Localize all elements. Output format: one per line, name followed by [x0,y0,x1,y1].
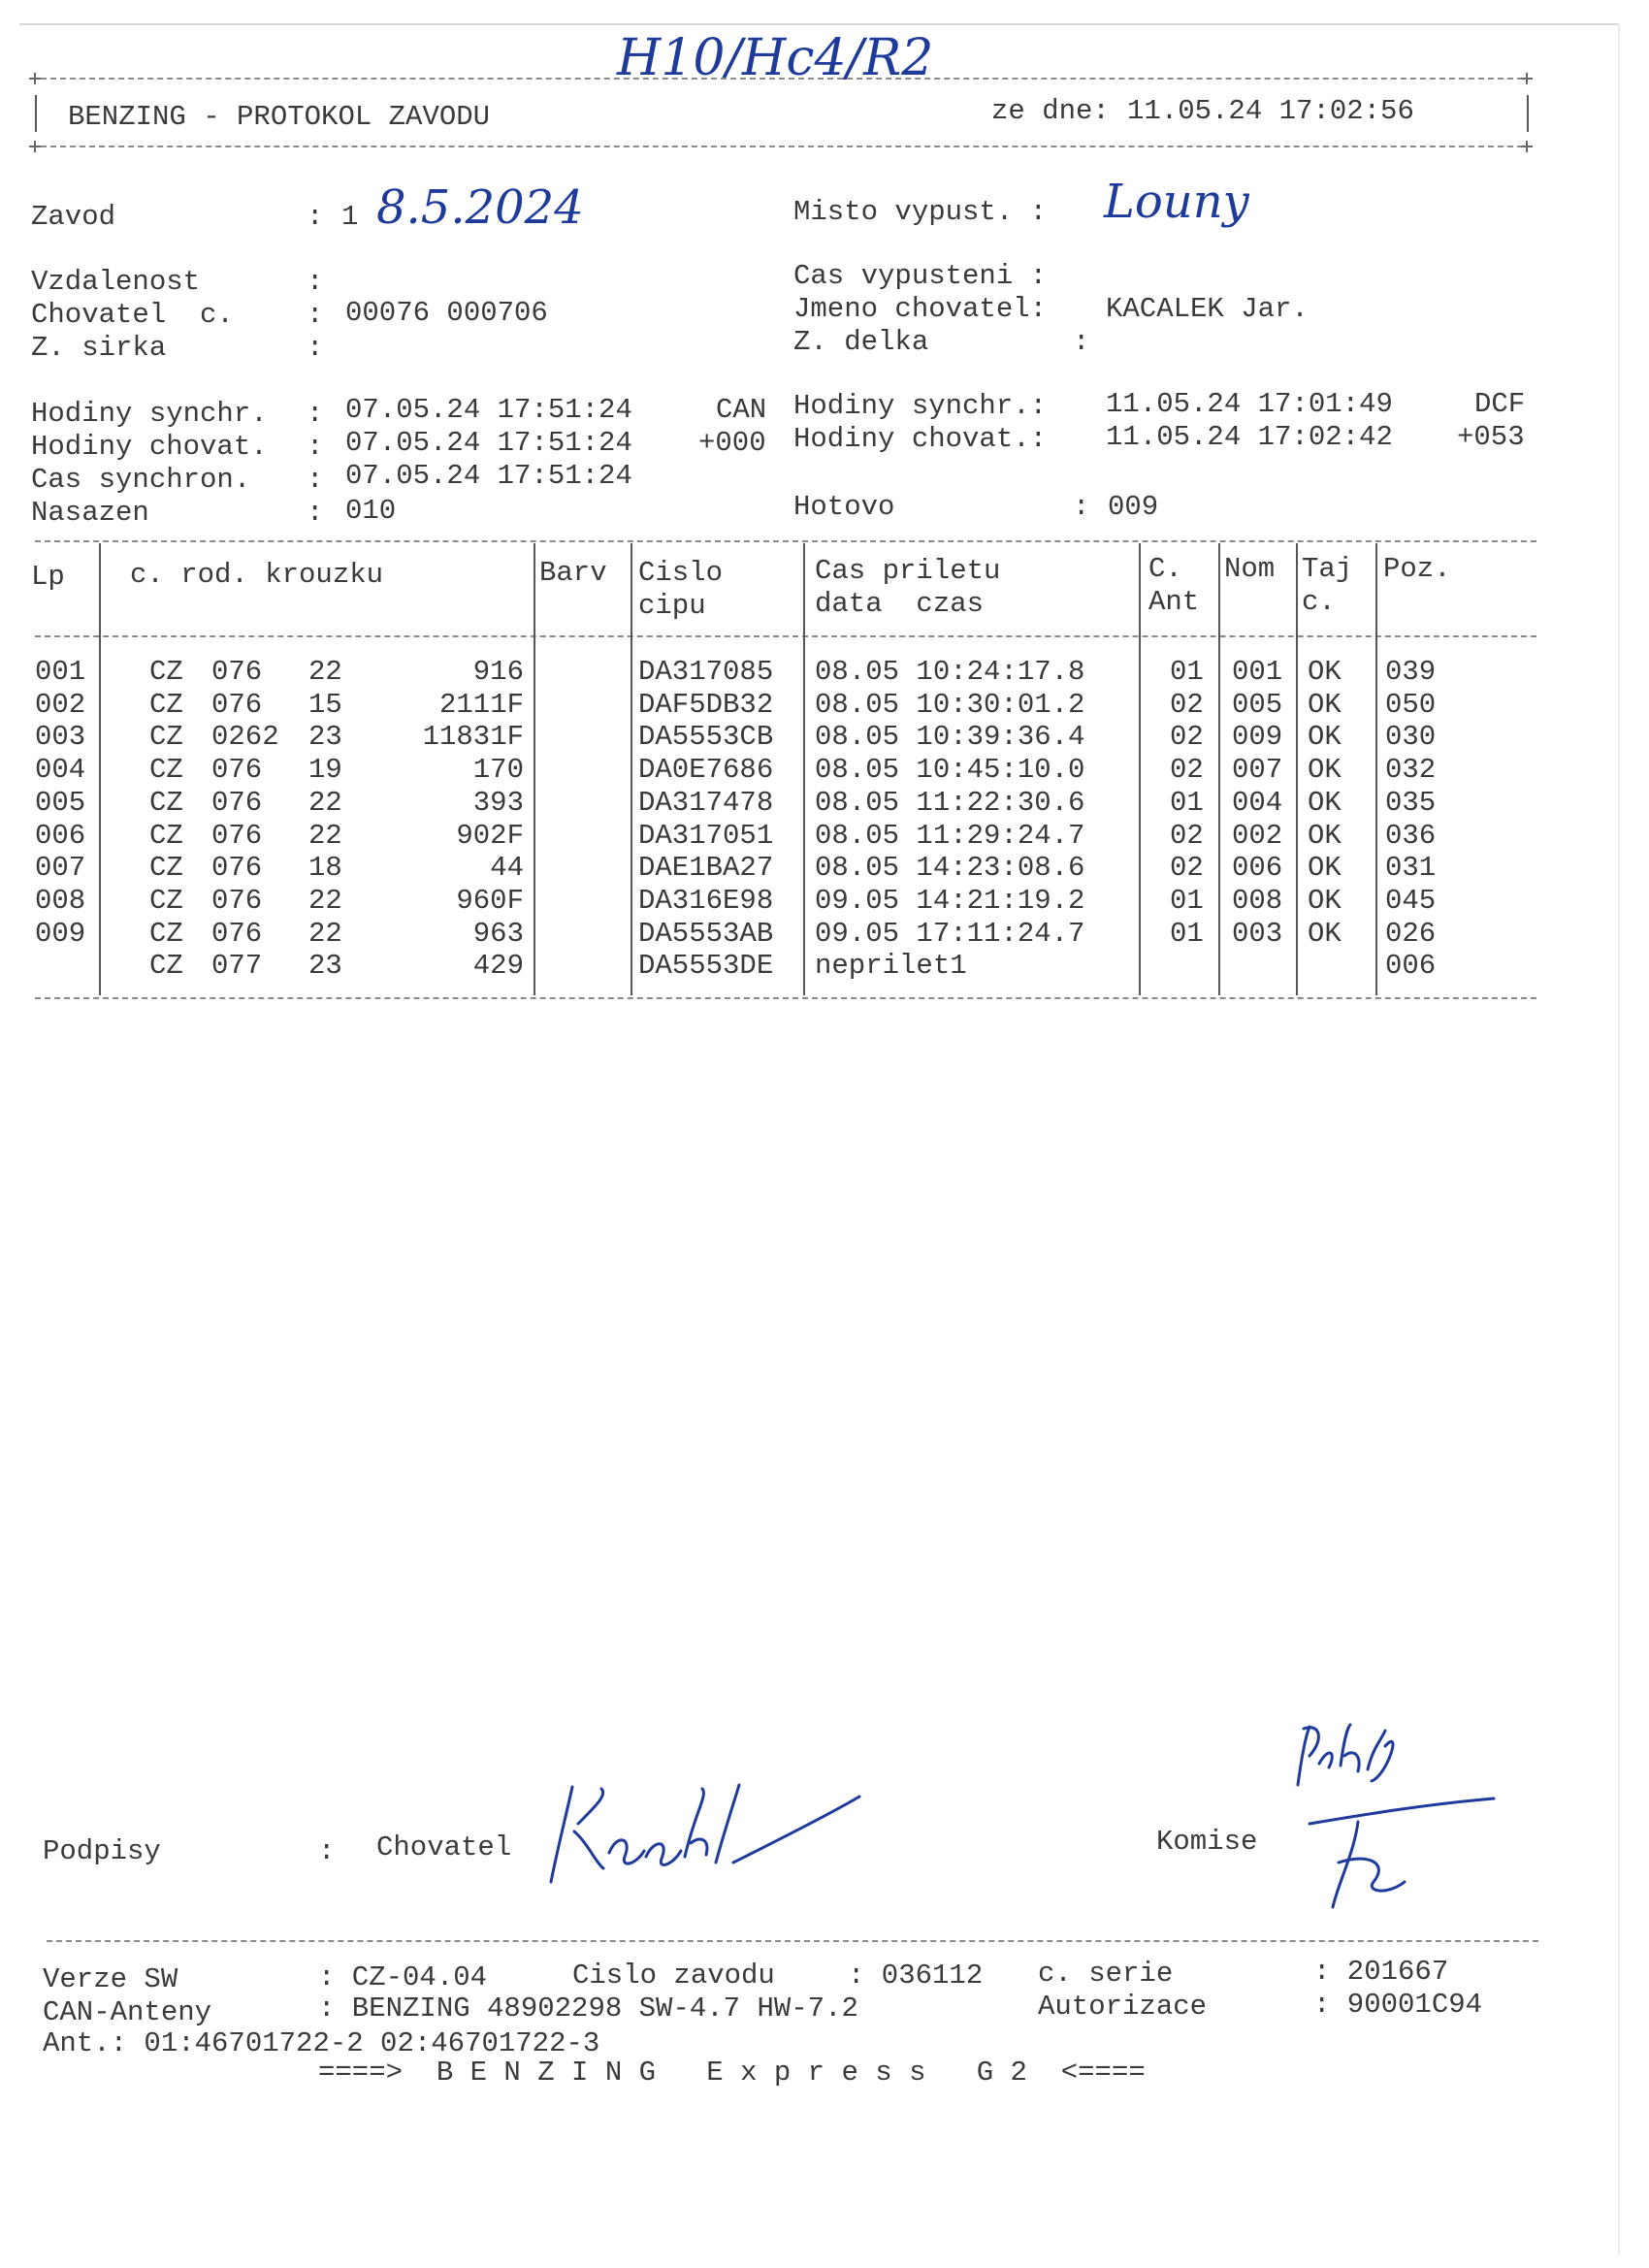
header-left-border [35,95,37,132]
longitude-colon: : [1073,326,1090,358]
cell-secret: OK [1308,884,1342,917]
protocol-title: BENZING - PROTOKOL ZAVODU [68,101,491,133]
cell-country: CZ [149,786,183,819]
breeder-number-colon: : [307,299,324,331]
cell-club: 076 [211,852,263,885]
antenna-ids: Ant.: 01:46701722-2 02:46701722-3 [43,2027,600,2059]
cell-club: 0262 [211,721,279,754]
clock-breeder-left-code: +000 [698,427,766,459]
cell-ring-number: 963 [472,917,524,950]
handwritten-race-date: 8.5.2024 [376,180,584,235]
cell-club: 077 [211,950,263,983]
cell-position: 035 [1385,786,1437,819]
column-divider [803,543,805,995]
breeder-name-label: Jmeno chovatel: [793,293,1048,325]
handwritten-release-place: Louny [1104,175,1249,229]
clock-breeder-left-label: Hodiny chovat. [31,431,268,463]
cell-nom: 006 [1232,852,1283,885]
cell-arrival-time: 09.05 14:21:19.2 [815,884,1085,917]
cell-ring-number: 429 [472,950,524,983]
basketed-colon: : [307,497,324,529]
sw-version-label: Verze SW [43,1963,178,1995]
cell-year: 22 [308,917,342,950]
page-edge [19,23,1620,25]
cell-year: 22 [308,656,342,688]
cell-country: CZ [149,852,183,885]
latitude-colon: : [307,332,324,364]
cell-year: 22 [308,819,342,852]
cell-position: 030 [1385,721,1437,754]
clock-breeder-right-code: +053 [1457,421,1525,453]
cell-arrival-time: 08.05 10:39:36.4 [815,721,1085,754]
cell-antenna: 01 [1170,656,1204,688]
col-header-position: Poz. [1383,553,1451,585]
cell-antenna: 02 [1170,688,1204,721]
finished-value: 009 [1108,491,1159,523]
cell-lp: 005 [35,786,86,819]
authorization-label: Autorizace [1038,1991,1208,2023]
column-divider [1296,543,1298,995]
cell-secret: OK [1308,656,1342,688]
distance-label: Vzdalenost [31,266,201,298]
cell-secret: OK [1308,917,1342,950]
clock-sync-left-colon: : [307,398,324,430]
cell-club: 076 [211,819,263,852]
handwritten-race-code: H10/Hc4/R2 [617,29,934,87]
signatures-label: Podpisy [43,1835,161,1867]
cell-country: CZ [149,950,183,983]
cell-arrival-time: 08.05 11:29:24.7 [815,819,1085,852]
cell-lp: 008 [35,884,86,917]
cell-position: 036 [1385,819,1437,852]
column-divider [630,543,632,995]
clock-sync-left-label: Hodiny synchr. [31,398,268,430]
clock-sync-left-code: CAN [716,394,767,426]
clock-breeder-right-value: 11.05.24 17:02:42 [1106,421,1393,453]
cell-nom: 001 [1232,656,1283,688]
cell-antenna: 02 [1170,754,1204,787]
col-header-chip-2: cipu [638,590,706,622]
clock-breeder-right-label: Hodiny chovat.: [793,423,1048,455]
clock-breeder-left-colon: : [307,431,324,463]
col-header-lp: Lp [31,561,65,593]
cell-arrival-time: 08.05 11:22:30.6 [815,786,1085,819]
cell-ring-number: 2111F [438,688,524,721]
cell-position: 045 [1385,884,1437,917]
cell-secret: OK [1308,721,1342,754]
report-date-label: ze dne: [991,95,1110,127]
cell-arrival-time: neprilet1 [815,950,967,983]
cell-chip: DA317051 [638,819,774,852]
sync-time-colon: : [307,464,324,496]
sync-time-value: 07.05.24 17:51:24 [345,460,632,492]
cell-year: 18 [308,852,342,885]
col-header-secret: Taj [1302,553,1353,585]
breeder-number-value: 00076 000706 [345,297,548,329]
cell-ring-number: 11831F [422,721,524,754]
footer-rule [47,1940,1538,1942]
cell-country: CZ [149,819,183,852]
clock-sync-right-value: 11.05.24 17:01:49 [1106,388,1393,420]
can-antennas-value: : BENZING 48902298 SW-4.7 HW-7.2 [318,1993,858,2025]
cell-country: CZ [149,884,183,917]
cell-year: 15 [308,688,342,721]
cell-secret: OK [1308,754,1342,787]
cell-year: 23 [308,950,342,983]
cell-country: CZ [149,656,183,688]
cell-chip: DA317085 [638,656,774,688]
cell-nom: 003 [1232,917,1283,950]
zavod-label: Zavod [31,201,116,233]
column-divider [1218,543,1220,995]
cell-arrival-time: 09.05 17:11:24.7 [815,917,1085,950]
distance-colon: : [307,266,324,298]
longitude-label: Z. delka [793,326,929,358]
column-divider [534,543,535,995]
report-date-value: 11.05.24 17:02:56 [1127,95,1414,127]
cell-year: 22 [308,884,342,917]
finished-label: Hotovo [793,491,895,523]
cell-ring-number: 916 [472,656,524,688]
breeder-signature-label: Chovatel [376,1831,512,1863]
clock-sync-left-value: 07.05.24 17:51:24 [345,394,632,426]
cell-chip: DA5553AB [638,917,774,950]
corner-marker [29,141,41,152]
release-time-label: Cas vypusteni : [793,260,1048,292]
col-header-color: Barv [539,557,607,589]
col-header-secret-2: c. [1302,586,1336,618]
cell-arrival-time: 08.05 10:30:01.2 [815,688,1085,721]
col-header-arrival-2: data czas [815,588,985,620]
cell-lp: 007 [35,852,86,885]
cell-year: 22 [308,786,342,819]
cell-chip: DAE1BA27 [638,852,774,885]
cell-secret: OK [1308,688,1342,721]
sw-version-value: : CZ-04.04 [318,1961,488,1993]
table-header-rule [35,635,1536,637]
col-header-arrival: Cas priletu [815,555,1001,587]
cell-club: 076 [211,754,263,787]
cell-antenna: 01 [1170,884,1204,917]
cell-antenna: 01 [1170,786,1204,819]
cell-ring-number: 393 [472,786,524,819]
signatures-colon: : [318,1835,336,1867]
release-place-label: Misto vypust. : [793,196,1048,228]
cell-position: 050 [1385,688,1437,721]
basketed-value: 010 [345,495,397,527]
cell-club: 076 [211,917,263,950]
cell-secret: OK [1308,852,1342,885]
commission-signature-label: Komise [1156,1826,1258,1858]
cell-position: 032 [1385,754,1437,787]
cell-lp: 002 [35,688,86,721]
cell-nom: 005 [1232,688,1283,721]
clock-sync-right-label: Hodiny synchr.: [793,390,1048,422]
cell-nom: 004 [1232,786,1283,819]
cell-lp: 003 [35,721,86,754]
cell-position: 031 [1385,852,1437,885]
cell-ring-number: 960F [456,884,524,917]
cell-nom: 002 [1232,819,1283,852]
cell-chip: DA5553DE [638,950,774,983]
cell-position: 026 [1385,917,1437,950]
cell-arrival-time: 08.05 10:24:17.8 [815,656,1085,688]
col-header-nom: Nom [1224,553,1276,585]
finished-colon: : [1073,491,1090,523]
cell-country: CZ [149,721,183,754]
cell-chip: DA317478 [638,786,774,819]
col-header-antenna: C. [1148,553,1182,585]
col-header-ring: c. rod. krouzku [130,559,384,591]
cell-ring-number: 44 [490,852,524,885]
cell-year: 19 [308,754,342,787]
clock-sync-right-code: DCF [1474,388,1526,420]
cell-year: 23 [308,721,342,754]
cell-club: 076 [211,656,263,688]
column-divider [99,543,101,995]
cell-club: 076 [211,786,263,819]
cell-ring-number: 170 [472,754,524,787]
corner-marker [1521,141,1533,152]
latitude-label: Z. sirka [31,332,167,364]
col-header-antenna-2: Ant [1148,586,1200,618]
cell-position: 006 [1385,950,1437,983]
cell-nom: 009 [1232,721,1283,754]
race-number-label: Cislo zavodu [572,1960,775,1992]
cell-antenna: 02 [1170,852,1204,885]
breeder-name-value: KACALEK Jar. [1106,293,1309,325]
cell-club: 076 [211,688,263,721]
cell-secret: OK [1308,786,1342,819]
cell-ring-number: 902F [456,819,524,852]
cell-country: CZ [149,688,183,721]
zavod-colon: : [307,201,324,233]
cell-antenna: 02 [1170,721,1204,754]
col-header-chip: Cislo [638,557,724,589]
cell-lp: 009 [35,917,86,950]
serial-label: c. serie [1038,1958,1174,1990]
cell-chip: DA5553CB [638,721,774,754]
serial-value: : 201667 [1313,1956,1449,1988]
cell-antenna: 02 [1170,819,1204,852]
header-top-rule [31,78,1533,80]
device-name-line: ====> B E N Z I N G E x p r e s s G 2 <==== [318,2057,1146,2089]
breeder-signature [539,1775,869,1892]
cell-chip: DAF5DB32 [638,688,774,721]
clock-breeder-left-value: 07.05.24 17:51:24 [345,427,632,459]
can-antennas-label: CAN-Anteny [43,1996,212,2028]
column-divider [1375,543,1377,995]
header-right-border [1527,95,1529,132]
cell-arrival-time: 08.05 14:23:08.6 [815,852,1085,885]
cell-country: CZ [149,754,183,787]
basketed-label: Nasazen [31,497,149,529]
page-edge-right [1618,23,1620,2254]
cell-nom: 007 [1232,754,1283,787]
cell-lp: 001 [35,656,86,688]
zavod-value: 1 [341,201,359,233]
table-top-rule [35,540,1536,542]
column-divider [1139,543,1141,995]
authorization-value: : 90001C94 [1313,1989,1483,2021]
cell-lp: 004 [35,754,86,787]
cell-lp: 006 [35,819,86,852]
sync-time-label: Cas synchron. [31,464,251,496]
commission-signature [1280,1717,1504,1921]
cell-antenna: 01 [1170,917,1204,950]
table-bottom-rule [35,997,1536,999]
cell-nom: 008 [1232,884,1283,917]
cell-arrival-time: 08.05 10:45:10.0 [815,754,1085,787]
race-number-value: : 036112 [848,1960,984,1992]
cell-secret: OK [1308,819,1342,852]
corner-marker [1521,73,1533,84]
corner-marker [29,73,41,84]
cell-position: 039 [1385,656,1437,688]
cell-country: CZ [149,917,183,950]
cell-chip: DA0E7686 [638,754,774,787]
breeder-number-label: Chovatel c. [31,299,234,331]
cell-chip: DA316E98 [638,884,774,917]
header-bottom-rule [31,146,1533,147]
cell-club: 076 [211,884,263,917]
